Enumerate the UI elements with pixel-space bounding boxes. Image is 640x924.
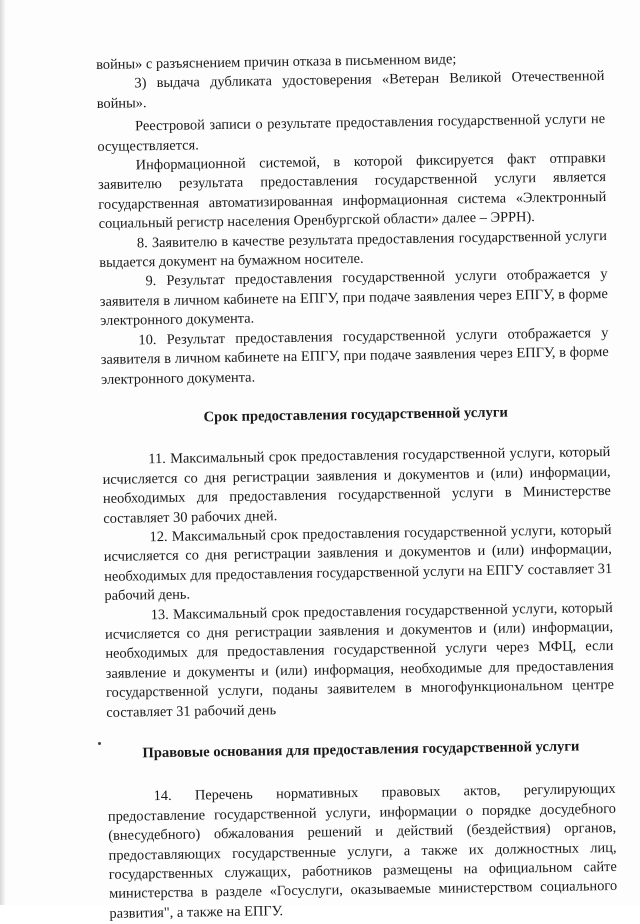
section-heading-term: Срок предоставления государственной услуги	[203, 404, 508, 426]
paragraph-information-system: Информационной системой, в которой фиксируется факт отправки заявителю результата предоставления государственной услуги является государственная автоматизированная информационная система «Электронный социальный регистр населения Оренбургской области» далее – ЭРРН).	[97, 150, 607, 233]
paragraph-10: 10. Результат предоставления государственной услуги отображается у заявителя в личном кабинете на ЕПГУ, при подаче заявления через ЕПГУ, в форме электронного документа.	[100, 324, 609, 388]
paragraph-duplicate-issue: 3) выдача дубликата удостоверения «Ветеран Великой Отечественной войны».	[96, 68, 605, 112]
section-heading-legal-basis: Правовые основания для предоставления государственной услуги	[142, 738, 580, 762]
paragraph-13: 13. Максимальный срок предоставления государственной услуги, который исчисляется со дня регистрации заявления и документов и (или) информации, необходимых для предоставления государственной услуги через МФЦ, если заявление и документы и (или) информация, необходимые для предоставления государственной услуги, поданы заявителем в многофункциональном центре составляет 31 рабочий день	[104, 599, 615, 721]
paragraph-refusal-end: войны» с разъяснением причин отказа в письменном виде;	[96, 51, 457, 73]
paragraph-12: 12. Максимальный срок предоставления государственной услуги, который исчисляется со дня регистрации заявления и документов и (или) информации, необходимых для предоставления государственной услуги на ЕПГУ составляет 31 рабочий день.	[103, 521, 613, 605]
paragraph-registry-record: Реестровой записи о результате предоставления государственной услуги не осуществляется.	[97, 111, 606, 155]
document-body	[96, 48, 618, 924]
scan-edge-shadow	[0, 0, 6, 905]
paragraph-14: 14. Перечень нормативных правовых актов, регулирующих предоставление государственной услуги, информации о порядке досудебного (внесудебного) обжалования решений и действий (бездействия) органов, предоставляющих государственные услуги, а также их должностных лиц, государственных служащих, работников размещены на официальном сайте министерства в разделе «Госуслуги, оказываемые министерством социального развития", а также на ЕПГУ.	[107, 781, 618, 922]
paragraph-8: 8. Заявителю в качестве результата предоставления государственной услуги выдается документ на бумажном носителе.	[99, 227, 608, 272]
paragraph-11: 11. Максимальный срок предоставления государственной услуги, который исчисляется со дня регистрации заявления и документов и (или) информации, необходимых для предоставления государственной услуги в Министерстве составляет 30 рабочих дней.	[102, 444, 612, 527]
scan-speck	[98, 742, 101, 745]
paragraph-9: 9. Результат предоставления государственной услуги отображается у заявителя в личном кабинете на ЕПГУ, при подаче заявления через ЕПГУ, в форме электронного документа.	[99, 266, 608, 330]
